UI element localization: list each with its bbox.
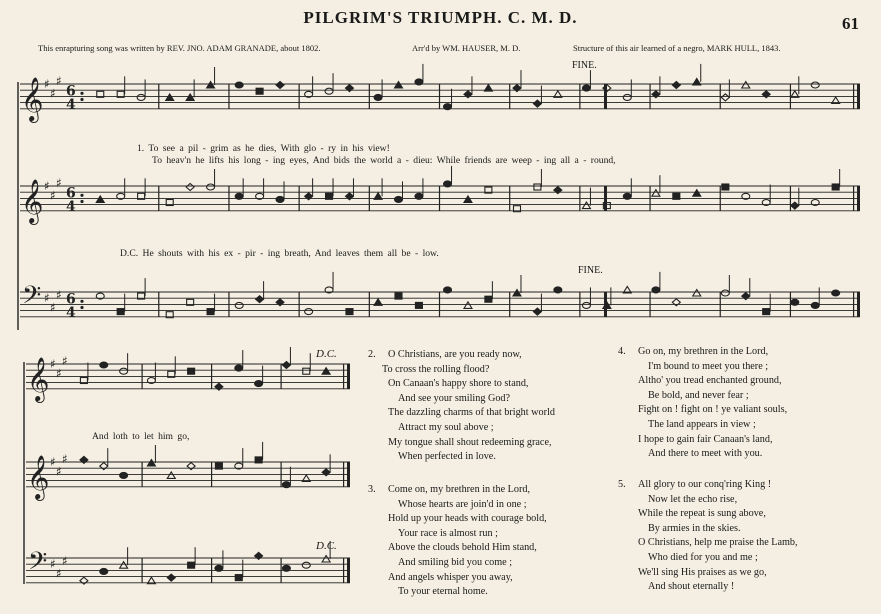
barline	[790, 186, 791, 211]
shape-note-sol	[215, 565, 223, 571]
fine-barline	[604, 84, 607, 109]
repeat-dot	[80, 300, 83, 303]
shape-note-la	[346, 309, 353, 315]
shape-note-la	[215, 463, 222, 469]
repeat-dot	[80, 194, 83, 197]
final-barline	[347, 364, 350, 389]
shape-note-mi	[256, 296, 264, 303]
shape-note-mi	[186, 184, 194, 191]
barline	[579, 292, 580, 317]
shape-note-fa	[322, 556, 330, 563]
shape-note-fa	[464, 196, 472, 203]
shape-note-fa	[742, 82, 750, 89]
shape-note-sol	[255, 381, 263, 387]
shape-note-fa	[395, 82, 403, 89]
dc-label-top: D.C.	[316, 348, 337, 360]
sharp-icon: ♯	[56, 175, 62, 190]
lyrics-line-2: To heav'n he lifts his long - ing eyes, And bids the world a - dieu: While friends are weep - ing all a - round,	[152, 155, 616, 166]
lyrics-continuation: And loth to let him go,	[92, 431, 190, 442]
shape-note-mi	[282, 362, 290, 369]
lyrics-dc-line: D.C. He shouts with his ex - pir - ing breath, And leaves them all be - low.	[120, 248, 439, 259]
shape-note-fa	[167, 472, 175, 479]
shape-note-sol	[623, 94, 631, 100]
lyrics-line-1: 1. To see a pil - grim as he dies, With glo - ry in his view!	[137, 143, 390, 154]
barline	[649, 84, 650, 109]
shape-note-la	[235, 575, 242, 581]
treble-clef-icon: 𝄞	[21, 178, 44, 223]
treble-clef-icon: 𝄞	[27, 454, 50, 499]
barline	[228, 186, 229, 211]
barline	[158, 84, 159, 109]
shape-note-fa	[374, 299, 382, 306]
bass-clef-icon: 𝄢	[28, 547, 48, 583]
shape-note-sol	[207, 184, 215, 190]
shape-note-sol	[811, 82, 819, 88]
barline	[720, 186, 721, 211]
shape-note-fa	[166, 94, 174, 101]
shape-note-sol	[395, 196, 403, 202]
shape-note-sol	[721, 290, 729, 296]
bass-clef-icon: 𝄢	[22, 281, 42, 317]
shape-note-la	[117, 309, 124, 315]
fine-barline	[604, 292, 607, 317]
time-signature: 6	[66, 83, 76, 100]
shape-note-fa	[513, 290, 521, 297]
barline	[228, 84, 229, 109]
shape-note-sol	[302, 562, 310, 568]
barline	[509, 186, 510, 211]
shape-note-la	[326, 193, 333, 199]
shape-note-la	[207, 309, 214, 315]
shape-note-fa	[464, 302, 472, 309]
shape-note-sol	[444, 287, 452, 293]
shape-note-fa	[484, 85, 492, 92]
sharp-icon: ♯	[62, 353, 68, 368]
shape-note-mi	[167, 574, 175, 581]
time-signature: 4	[66, 198, 76, 215]
credit-arranger: Arr'd by WM. HAUSER, M. D.	[412, 43, 521, 53]
sharp-icon: ♯	[56, 73, 62, 88]
shape-note-la	[534, 184, 541, 190]
sharp-icon: ♯	[50, 86, 56, 101]
time-signature: 4	[66, 96, 76, 113]
sharp-icon: ♯	[62, 554, 68, 569]
page-number: 61	[842, 14, 859, 33]
repeat-dot	[80, 306, 83, 309]
shape-note-sol	[100, 362, 108, 368]
barline	[853, 84, 854, 109]
shape-note-mi	[533, 100, 541, 107]
shape-note-sol	[582, 85, 590, 91]
fine-barline	[604, 186, 607, 211]
final-barline	[857, 84, 860, 109]
shape-note-la	[485, 296, 492, 302]
barline	[649, 186, 650, 211]
shape-note-sol	[235, 193, 243, 199]
shape-note-la	[188, 368, 195, 374]
time-signature: 4	[66, 304, 76, 321]
barline	[509, 292, 510, 317]
shape-note-fa	[207, 82, 215, 89]
shape-note-fa	[693, 190, 701, 197]
shape-note-sol	[282, 482, 290, 488]
treble-clef-icon: 𝄞	[21, 76, 44, 121]
sharp-icon: ♯	[56, 366, 62, 381]
shape-note-mi	[672, 82, 680, 89]
sharp-icon: ♯	[56, 288, 62, 303]
shape-note-mi	[791, 202, 799, 209]
barline	[158, 186, 159, 211]
barline	[853, 186, 854, 211]
shape-note-la	[763, 309, 770, 315]
shape-note-sol	[100, 568, 108, 574]
barline	[299, 84, 300, 109]
barline	[281, 364, 282, 389]
shape-note-la	[188, 562, 195, 568]
shape-note-sol	[415, 193, 423, 199]
shape-note-sol	[282, 565, 290, 571]
barline	[649, 292, 650, 317]
shape-note-mi	[276, 82, 284, 89]
barline	[228, 292, 229, 317]
shape-note-la	[255, 457, 262, 463]
barline	[720, 84, 721, 109]
shape-note-mi	[721, 94, 729, 101]
sharp-icon: ♯	[50, 357, 56, 371]
time-signature: 6	[66, 185, 76, 202]
verse-5: 5. All glory to our conq'ring King ! Now let the echo rise, While the repeat is sung above, By armies in the skies. O Christians, help me praise the Lamb, Who died for you and me ; We'll sing His praises as we go, And shout eternally !	[618, 479, 798, 593]
shape-note-fa	[147, 460, 155, 467]
final-barline	[857, 186, 860, 211]
sharp-icon: ♯	[50, 188, 56, 203]
barline	[211, 364, 212, 389]
shape-note-la	[673, 193, 680, 199]
sharp-icon: ♯	[56, 464, 62, 479]
shape-note-sol	[582, 302, 590, 308]
fine-label-top: FINE.	[572, 60, 597, 71]
shape-note-sol	[276, 196, 284, 202]
shape-note-sol	[305, 309, 313, 315]
repeat-dot	[80, 92, 83, 95]
shape-note-sol	[120, 368, 128, 374]
sharp-icon: ♯	[50, 557, 56, 572]
barline	[439, 186, 440, 211]
barline	[142, 462, 143, 487]
barline	[790, 292, 791, 317]
repeat-dot	[80, 200, 83, 203]
shape-note-sol	[444, 104, 452, 110]
sharp-icon: ♯	[50, 455, 56, 469]
final-barline	[347, 462, 350, 487]
credit-author: This enrapturing song was written by REV. JNO. ADAM GRANADE, about 1802.	[38, 43, 321, 53]
repeat-dot	[80, 98, 83, 101]
verse-3: 3. Come on, my brethren in the Lord, Whose hearts are join'd in one ; Hold up your heads with courage bold, Your race is almost run ; Above the clouds behold Him stand, And smiling bid you come ; And angels whisper you away, To your eternal home.	[368, 484, 547, 598]
shape-note-sol	[791, 299, 799, 305]
shape-note-fa	[120, 562, 128, 569]
barline	[439, 84, 440, 109]
barline	[142, 364, 143, 389]
barline	[343, 364, 344, 389]
shape-note-sol	[444, 181, 452, 187]
shape-note-sol	[832, 290, 840, 296]
shape-note-fa	[652, 190, 660, 197]
barline	[579, 84, 580, 109]
shape-note-sol	[652, 287, 660, 293]
barline	[509, 84, 510, 109]
barline	[281, 558, 282, 583]
final-barline	[347, 558, 350, 583]
shape-note-la	[415, 302, 422, 308]
song-title: PILGRIM'S TRIUMPH. C. M. D.	[303, 8, 578, 27]
barline	[343, 462, 344, 487]
sharp-icon: ♯	[44, 77, 50, 91]
shape-note-sol	[811, 302, 819, 308]
shape-note-mi	[533, 308, 541, 315]
sharp-icon: ♯	[56, 566, 62, 581]
shape-note-sol	[554, 287, 562, 293]
fine-label-bass: FINE.	[578, 265, 603, 276]
shape-note-sol	[374, 94, 382, 100]
shape-note-sol	[235, 365, 243, 371]
barline	[853, 292, 854, 317]
shape-note-fa	[693, 290, 701, 297]
shape-note-la	[395, 293, 402, 299]
shape-note-sol	[235, 302, 243, 308]
credit-structure: Structure of this air learned of a negro, MARK HULL, 1843.	[573, 43, 781, 53]
verse-2: 2. O Christians, are you ready now, To cross the rolling flood? On Canaan's happy shore to stand, And see your smiling God? The dazzling charms of that bright world Attract my soul above ; My tongue shall shout redeeming grace, When perfected in love.	[368, 349, 555, 463]
verse-4: 4. Go on, my brethren in the Lord, I'm bound to meet you there ; Altho' you tread enchanted ground, Be bold, and never fear ; Fight on ! fight on ! ye valiant souls, The land appears in view ; I hope to gain fair Canaan's land, And there to meet with you.	[618, 346, 788, 460]
shape-note-sol	[623, 193, 631, 199]
barline	[281, 462, 282, 487]
sharp-icon: ♯	[62, 451, 68, 466]
sharp-icon: ♯	[50, 300, 56, 315]
barline	[343, 558, 344, 583]
barline	[211, 558, 212, 583]
barline	[369, 292, 370, 317]
shape-note-sol	[137, 94, 145, 100]
barline	[720, 292, 721, 317]
barline	[579, 186, 580, 211]
sharp-icon: ♯	[44, 179, 50, 193]
barline	[369, 84, 370, 109]
shape-note-sol	[120, 472, 128, 478]
treble-clef-icon: 𝄞	[27, 356, 50, 401]
barline	[158, 292, 159, 317]
shape-note-fa	[322, 368, 330, 375]
shape-note-fa	[374, 193, 382, 200]
barline	[142, 558, 143, 583]
shape-note-sol	[325, 88, 333, 94]
dc-label-bottom: D.C.	[316, 540, 337, 552]
barline	[211, 462, 212, 487]
barline	[439, 292, 440, 317]
shape-note-la	[256, 88, 263, 94]
barline	[299, 292, 300, 317]
barline	[299, 186, 300, 211]
barline	[369, 186, 370, 211]
shape-note-sol	[415, 79, 423, 85]
shape-note-la	[722, 184, 729, 190]
shape-note-fa	[693, 78, 701, 85]
shape-note-la	[832, 184, 839, 190]
shape-note-fa	[96, 196, 104, 203]
shape-note-fa	[582, 202, 590, 209]
sharp-icon: ♯	[44, 291, 50, 306]
final-barline	[857, 292, 860, 317]
shape-note-fa	[186, 94, 194, 101]
shape-note-sol	[235, 82, 243, 88]
shape-note-la	[303, 368, 310, 374]
time-signature: 6	[66, 291, 76, 308]
